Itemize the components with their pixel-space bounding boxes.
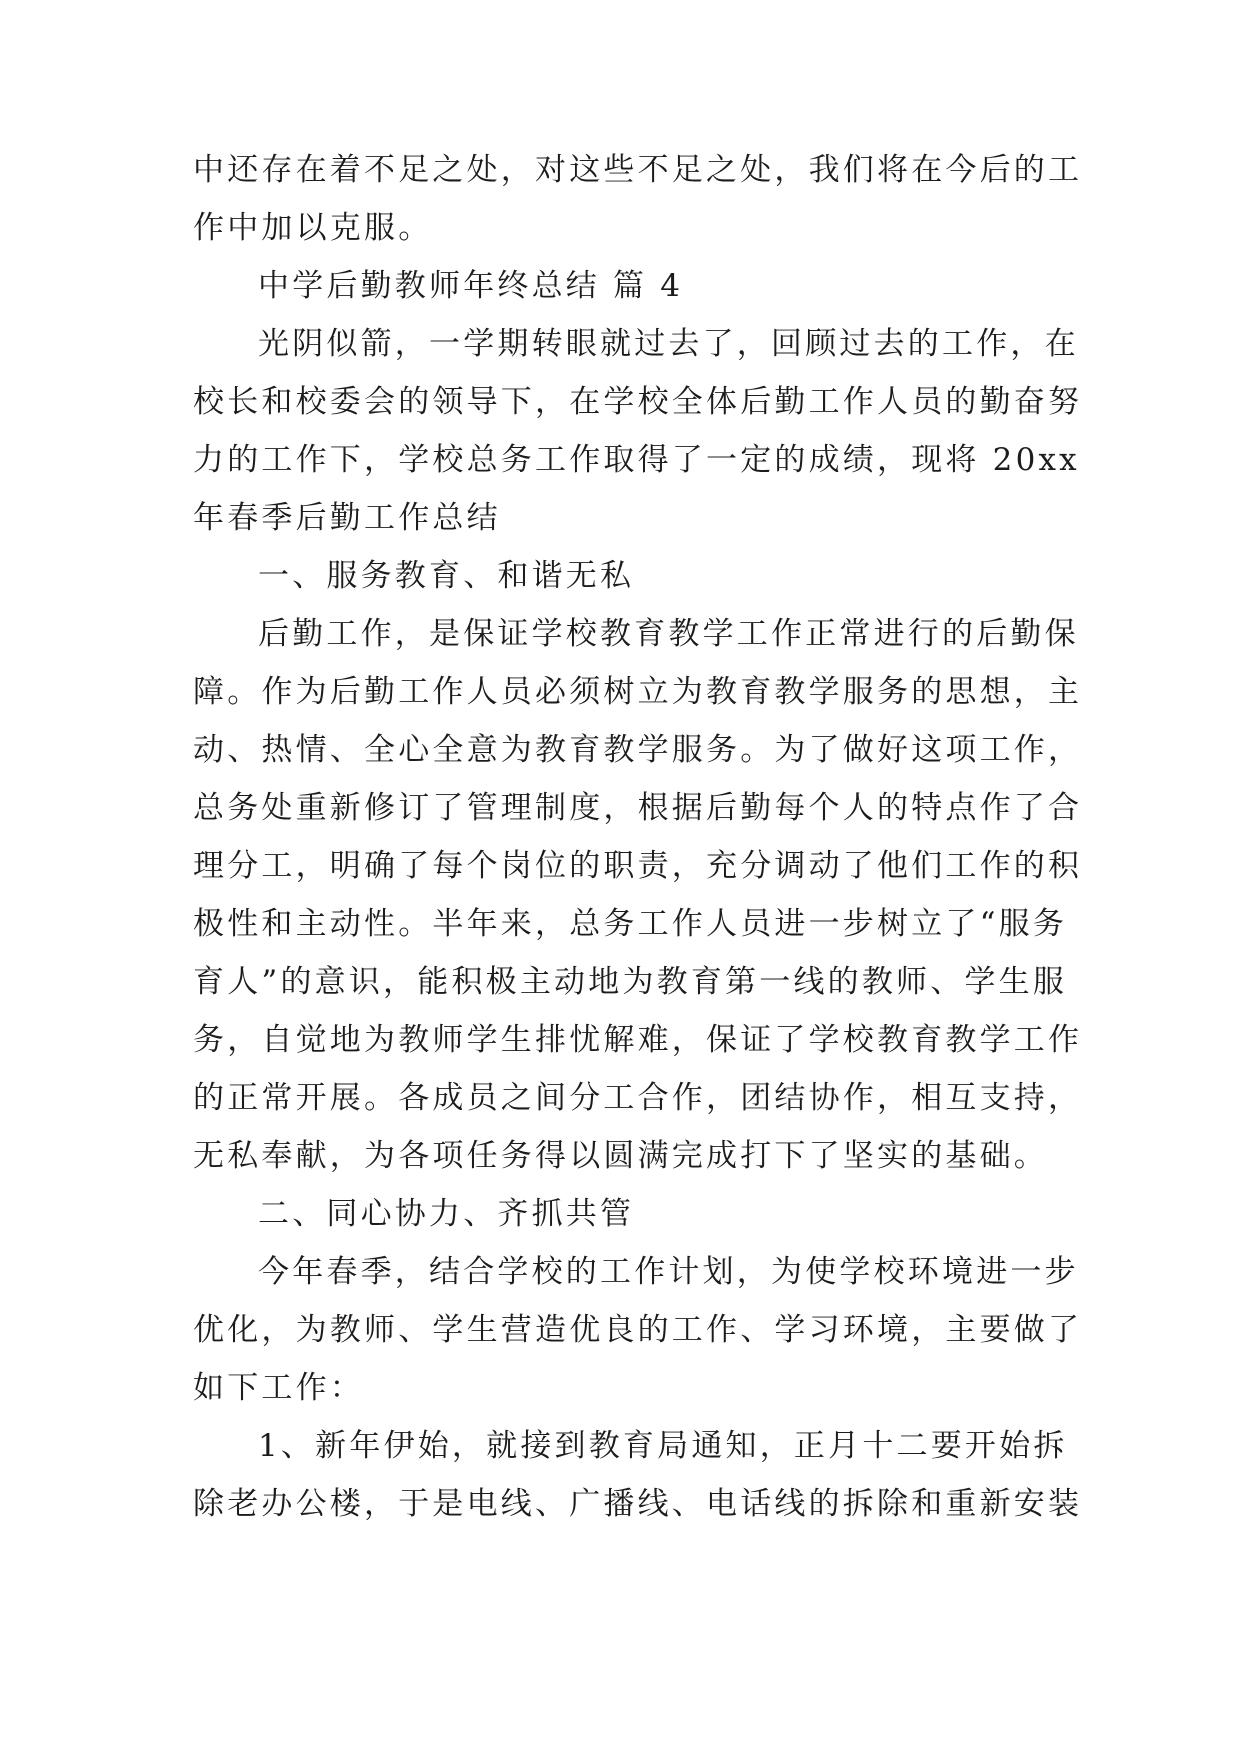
body-text-line: 极性和主动性。半年来，总务工作人员进一步树立了“服务 — [193, 906, 1068, 942]
subsection-heading: 二、同心协力、齐抓共管 — [258, 1196, 635, 1232]
body-text-line: 中还存在着不足之处，对这些不足之处，我们将在今后的工 — [193, 152, 1083, 188]
body-text-line: 除老办公楼，于是电线、广播线、电话线的拆除和重新安装 — [193, 1486, 1083, 1522]
body-text-line: 作中加以克服。 — [193, 210, 433, 246]
body-text-line: 年春季后勤工作总结 — [193, 500, 501, 536]
subsection-heading: 一、服务教育、和谐无私 — [258, 558, 635, 594]
body-text-line: 后勤工作，是保证学校教育教学工作正常进行的后勤保 — [258, 616, 1079, 652]
body-text-line: 障。作为后勤工作人员必须树立为教育教学服务的思想，主 — [193, 674, 1083, 710]
body-text-line: 理分工，明确了每个岗位的职责，充分调动了他们工作的积 — [193, 848, 1083, 884]
body-text-line: 动、热情、全心全意为教育教学服务。为了做好这项工作， — [193, 732, 1083, 768]
body-text-line: 优化，为教师、学生营造优良的工作、学习环境，主要做了 — [193, 1312, 1083, 1348]
body-text-line: 育人”的意识，能积极主动地为教育第一线的教师、学生服 — [193, 964, 1068, 1000]
body-text-line: 的正常开展。各成员之间分工合作，团结协作，相互支持， — [193, 1080, 1083, 1116]
section-title: 中学后勤教师年终总结 篇 4 — [258, 268, 684, 304]
body-text-line: 1、新年伊始，就接到教育局通知，正月十二要开始拆 — [258, 1428, 1068, 1464]
body-text-line: 无私奉献，为各项任务得以圆满完成打下了坚实的基础。 — [193, 1138, 1048, 1174]
body-text-line: 如下工作： — [193, 1370, 364, 1406]
body-text-line: 总务处重新修订了管理制度，根据后勤每个人的特点作了合 — [193, 790, 1083, 826]
body-text-line: 力的工作下，学校总务工作取得了一定的成绩，现将 20xx — [193, 442, 1080, 478]
body-text-line: 今年春季，结合学校的工作计划，为使学校环境进一步 — [258, 1254, 1079, 1290]
body-text-line: 光阴似箭，一学期转眼就过去了，回顾过去的工作，在 — [258, 326, 1079, 362]
body-text-line: 校长和校委会的领导下，在学校全体后勤工作人员的勤奋努 — [193, 384, 1083, 420]
body-text-line: 务，自觉地为教师学生排忧解难，保证了学校教育教学工作 — [193, 1022, 1083, 1058]
